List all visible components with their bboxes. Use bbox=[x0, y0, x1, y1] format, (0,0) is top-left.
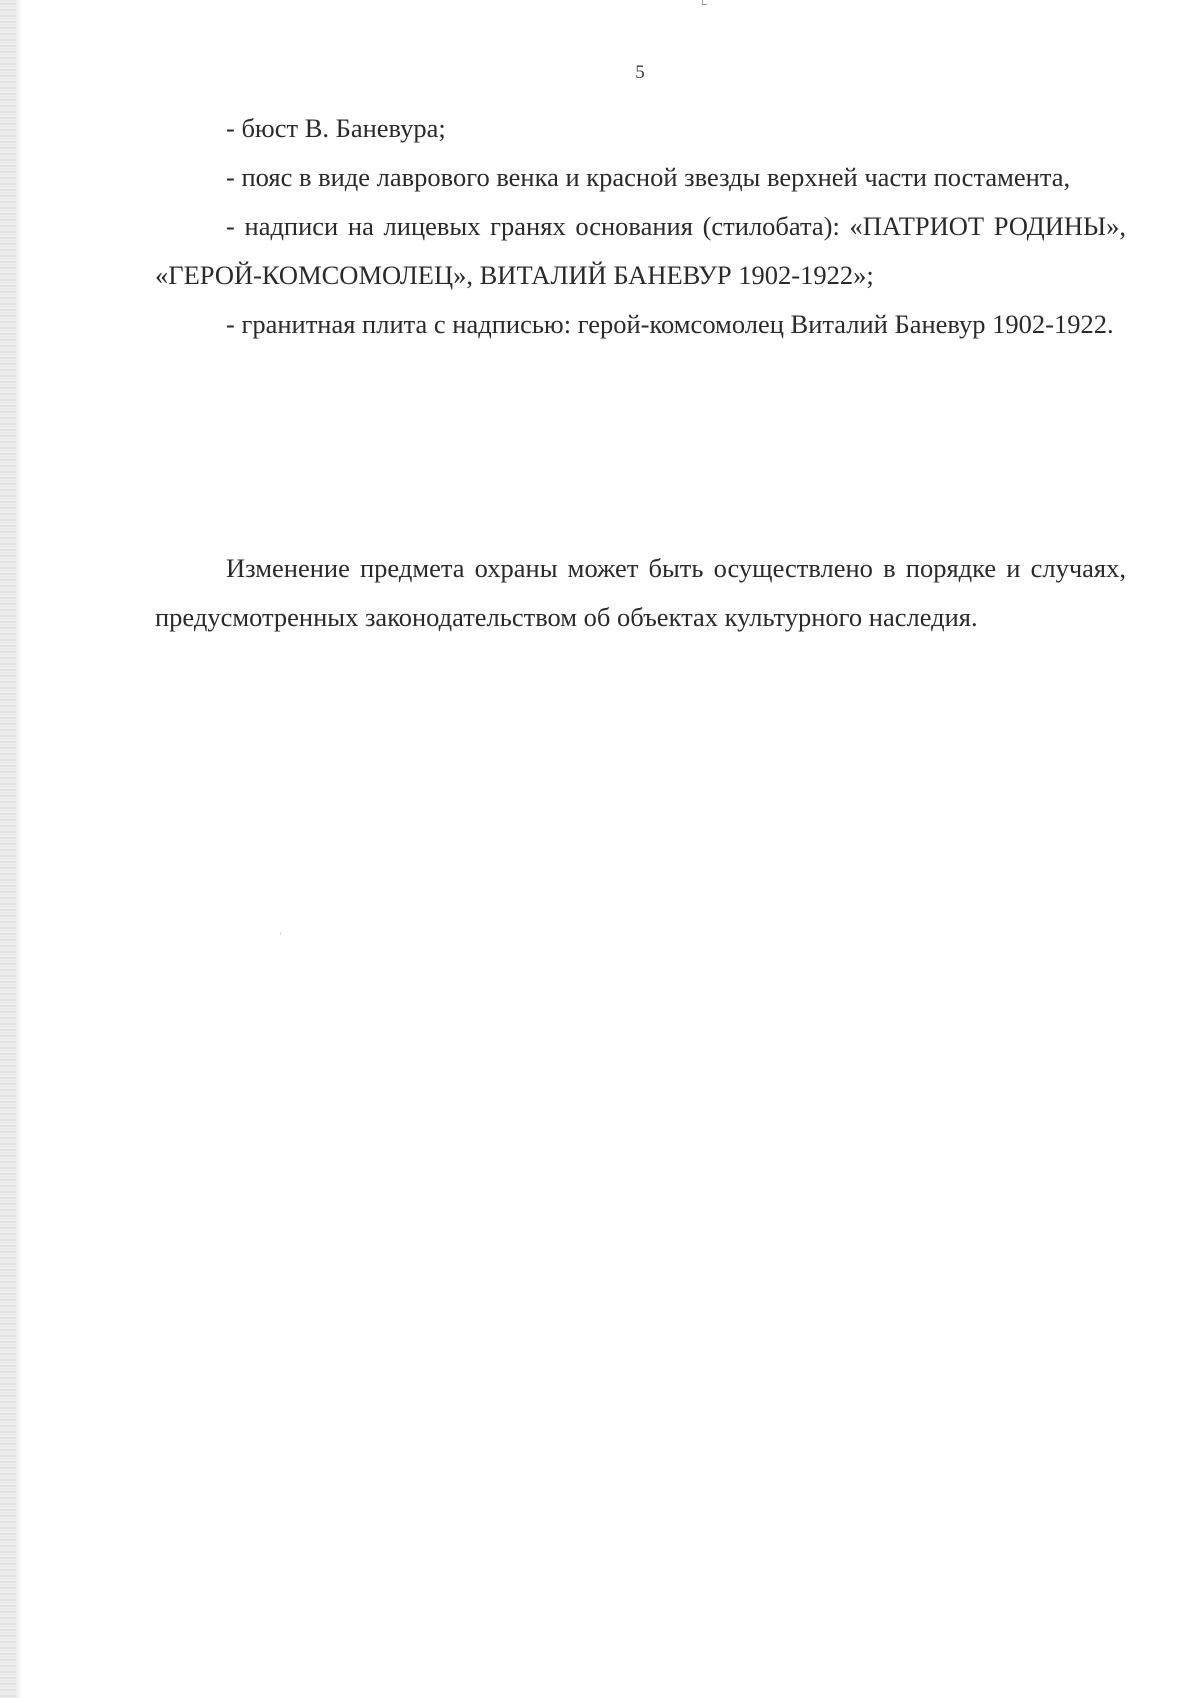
scan-mark bbox=[702, 0, 707, 5]
list-item-inscriptions: - надписи на лицевых гранях основания (стилобата): «ПАТРИОТ РОДИНЫ», «ГЕРОЙ-КОМСОМОЛЕЦ», ВИТАЛИЙ БАНЕВУР 1902-1922»; bbox=[155, 211, 1126, 290]
page-number: 5 bbox=[635, 62, 645, 83]
protection-subject-list bbox=[155, 104, 1126, 349]
scan-speck bbox=[280, 932, 281, 935]
closing-paragraph: Изменение предмета охраны может быть осуществлено в порядке и случаях, предусмотренных законодательством об объектах культурного наследия. bbox=[155, 553, 1126, 632]
scan-edge-shadow bbox=[16, 0, 22, 1698]
list-item-bust: - бюст В. Баневура; bbox=[226, 113, 446, 143]
list-item-granite-slab: - гранитная плита с надписью: герой-комсомолец Виталий Баневур 1902-1922. bbox=[226, 309, 1114, 339]
closing-section bbox=[155, 544, 1126, 642]
scan-edge-artifact bbox=[0, 0, 16, 1698]
list-item-belt: - пояс в виде лаврового венка и красной звезды верхней части постамента, bbox=[226, 162, 1071, 192]
